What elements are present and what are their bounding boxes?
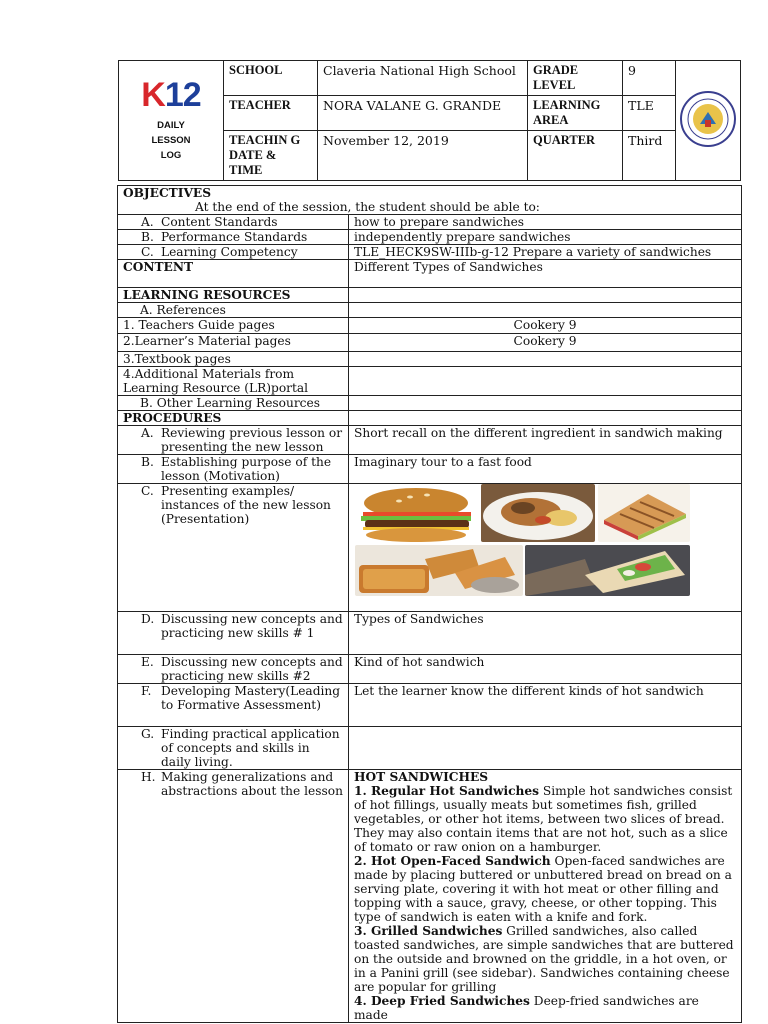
hot-sandwich-item: 3. Grilled Sandwiches Grilled sandwiches, also called toasted sandwiches, are simple sandwiches that are buttered on the outside and browned on the griddle, in a hot oven, or in a Panini grill (see sidebar). Sandwiches containing cheese are popular for grilling <box>354 924 734 994</box>
hot-sandwich-item: 1. Regular Hot Sandwiches Simple hot sandwiches consist of hot fillings, usually meats but sometimes fish, grilled vegetables, or other hot items, between two slices of bread. They may also contain items that are not hot, such as a slice of tomato or raw onion on a hamburger. <box>354 784 733 854</box>
grade-level-value: 9 <box>623 61 676 96</box>
teachers-guide-label: 1. Teachers Guide pages <box>118 318 349 334</box>
generalization-cell <box>349 770 742 1023</box>
learning-area-label: LEARNING AREA <box>528 96 623 131</box>
procedure-a-label: A. Reviewing previous lesson or presenting the new lesson <box>118 426 349 455</box>
header-table <box>118 60 741 181</box>
school-value: Claveria National High School <box>318 61 528 96</box>
references-label: A. References <box>118 303 349 318</box>
procedure-b-label: B. Establishing purpose of the lesson (Motivation) <box>118 455 349 484</box>
hot-sandwich-item: 4. Deep Fried Sandwiches Deep-fried sandwiches are made <box>354 994 699 1022</box>
content-standards-value: how to prepare sandwiches <box>349 215 742 230</box>
learning-competency-value: TLE_HECK9SW-IIIb-g-12 Prepare a variety of sandwiches <box>349 245 742 260</box>
hot-sandwich-item: 2. Hot Open-Faced Sandwich Open-faced sandwiches are made by placing buttered or unbuttered bread on bread on a serving plate, covering it with hot meat or other filling and topping with a sauce, gravy, cheese, or other topping. This type of sandwich is eaten with a knife and fork. <box>354 854 732 924</box>
performance-standards-value: independently prepare sandwiches <box>349 230 742 245</box>
grilled-panini-photo <box>598 484 690 542</box>
burger-photo <box>355 485 477 543</box>
school-seal-cell <box>676 61 741 181</box>
teacher-value: NORA VALANE G. GRANDE <box>318 96 528 131</box>
daily-lesson-log-label: DAILY LESSON LOG <box>151 120 191 161</box>
quarter-label: QUARTER <box>528 131 623 181</box>
date-value: November 12, 2019 <box>318 131 528 181</box>
procedure-b-value: Imaginary tour to a fast food <box>349 455 742 484</box>
objectives-heading: OBJECTIVES <box>123 186 211 200</box>
learners-material-label: 2.Learner’s Material pages <box>118 334 349 352</box>
procedures-heading: PROCEDURES <box>118 411 349 426</box>
procedure-a-value: Short recall on the different ingredient in sandwich making <box>349 426 742 455</box>
learning-area-value: TLE <box>623 96 676 131</box>
procedure-d-value: Types of Sandwiches <box>349 612 742 655</box>
procedure-g-label: G. Finding practical application of concepts and skills in daily living. <box>118 727 349 770</box>
learning-resources-heading: LEARNING RESOURCES <box>118 288 349 303</box>
k12-logo-cell <box>119 61 224 181</box>
hot-sandwiches-heading: HOT SANDWICHES <box>354 770 489 784</box>
content-value: Different Types of Sandwiches <box>349 260 742 288</box>
grade-level-label: GRADE LEVEL <box>528 61 623 96</box>
content-standards-label: A. Content Standards <box>118 215 349 230</box>
teacher-label: TEACHER <box>224 96 318 131</box>
school-seal-icon <box>679 90 737 148</box>
teachers-guide-value: Cookery 9 <box>349 318 742 334</box>
content-label: CONTENT <box>118 260 349 288</box>
procedure-f-value: Let the learner know the different kinds of hot sandwich <box>349 684 742 727</box>
date-label: TEACHIN G DATE & TIME <box>224 131 318 181</box>
objectives-cell <box>118 186 742 215</box>
additional-materials-label: 4.Additional Materials from Learning Resource (LR)portal <box>118 367 349 396</box>
procedure-c-label: C. Presenting examples/ instances of the new lesson (Presentation) <box>118 484 349 612</box>
procedure-e-value: Kind of hot sandwich <box>349 655 742 684</box>
k12-logo: K12 <box>141 76 201 114</box>
objectives-intro: At the end of the session, the student should be able to: <box>195 200 540 214</box>
deep-fried-sandwich-photo <box>355 545 523 596</box>
procedure-d-label: D. Discussing new concepts and practicing new skills # 1 <box>118 612 349 655</box>
textbook-label: 3.Textbook pages <box>118 352 349 367</box>
open-faced-sandwich-photo <box>481 484 595 542</box>
procedure-f-label: F. Developing Mastery(Leading to Formative Assessment) <box>118 684 349 727</box>
other-resources-label: B. Other Learning Resources <box>118 396 349 411</box>
performance-standards-label: B. Performance Standards <box>118 230 349 245</box>
learning-competency-label: C. Learning Competency <box>118 245 349 260</box>
school-label: SCHOOL <box>224 61 318 96</box>
learners-material-value: Cookery 9 <box>349 334 742 352</box>
lesson-table <box>117 185 742 1023</box>
quarter-value: Third <box>623 131 676 181</box>
wrap-sandwich-photo <box>525 545 690 596</box>
presentation-images-cell <box>349 484 742 612</box>
procedure-g-value <box>349 727 742 770</box>
procedure-h-label: H. Making generalizations and abstractions about the lesson <box>118 770 349 1023</box>
procedure-e-label: E. Discussing new concepts and practicing new skills #2 <box>118 655 349 684</box>
